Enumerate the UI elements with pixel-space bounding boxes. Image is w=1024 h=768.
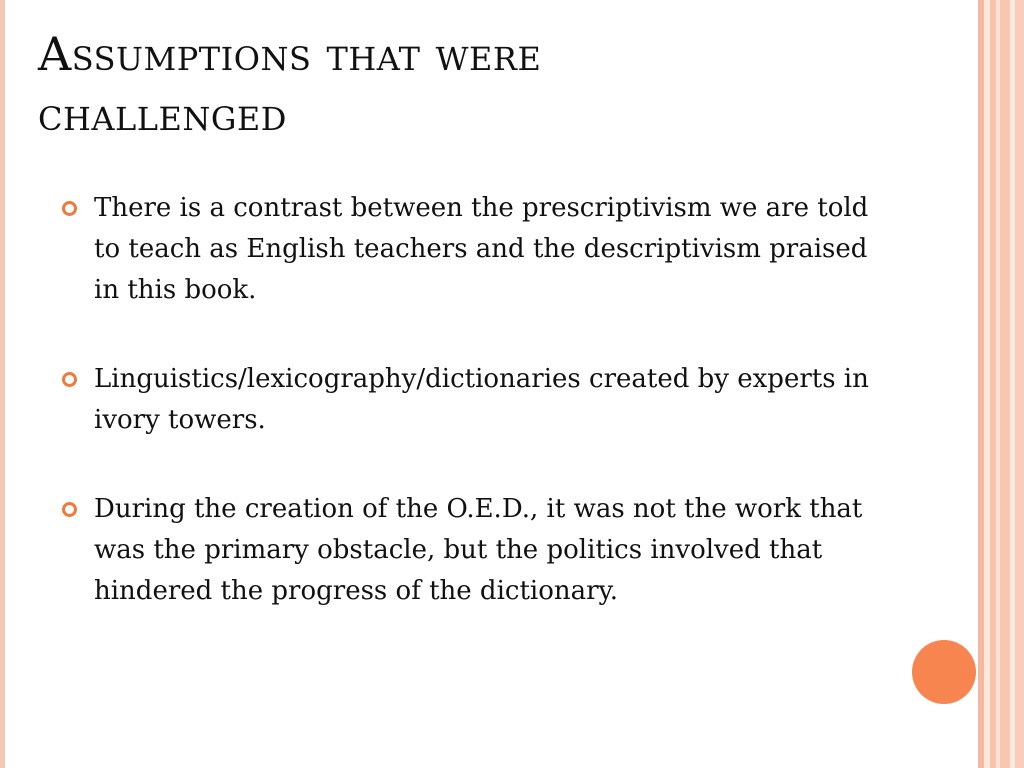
- bullet-list: [60, 188, 890, 660]
- bullet-text: There is a contrast between the prescriptivism we are told to teach as English teachers and the descriptivism praised in this book.: [94, 193, 869, 305]
- ring-bullet-icon: [62, 372, 77, 387]
- right-decor-stripe: [1000, 0, 1010, 768]
- bullet-item: [60, 359, 890, 441]
- right-decor-stripe: [1015, 0, 1024, 768]
- decorative-circle: [912, 640, 976, 704]
- left-border-rule: [0, 0, 5, 768]
- slide-title: Assumptions that were challenged: [38, 27, 542, 141]
- ring-bullet-icon: [62, 201, 77, 216]
- bullet-text: During the creation of the O.E.D., it was not the work that was the primary obstacle, but the politics involved that hindered the progress of the dictionary.: [94, 494, 863, 606]
- bullet-item: [60, 188, 890, 311]
- bullet-text: Linguistics/lexicography/dictionaries created by experts in ivory towers.: [94, 364, 869, 435]
- ring-bullet-icon: [62, 502, 77, 517]
- bullet-item: [60, 489, 890, 612]
